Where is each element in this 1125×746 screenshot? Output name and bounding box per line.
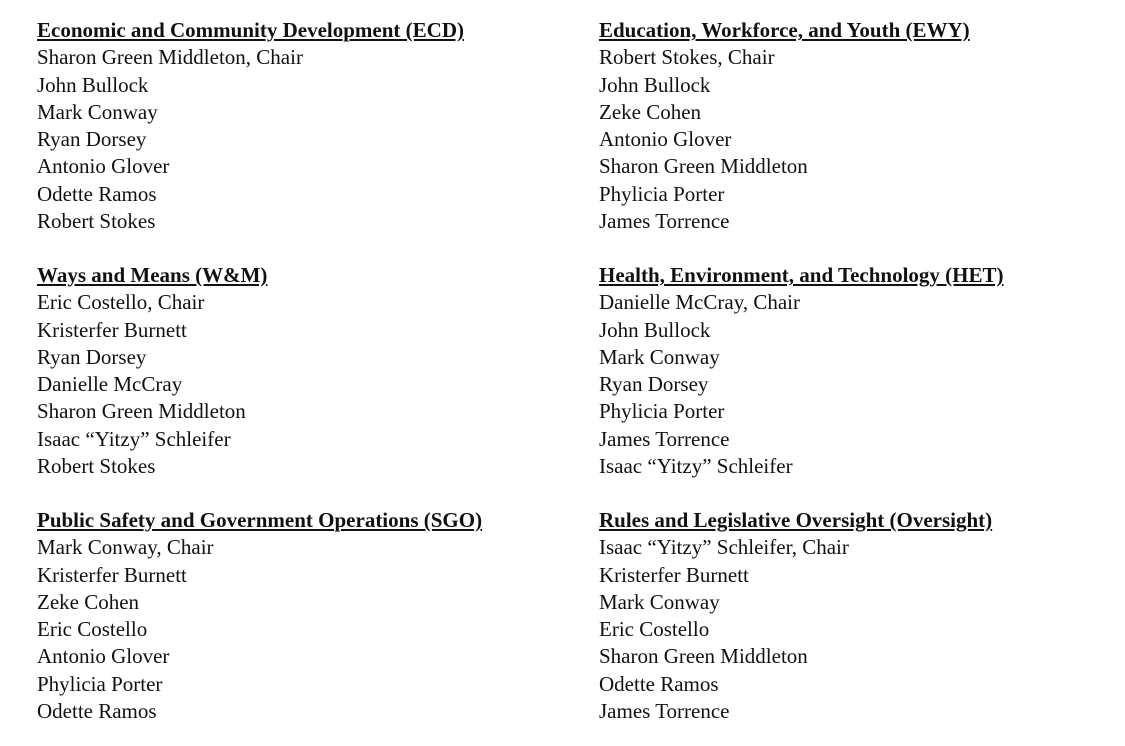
member: Zeke Cohen bbox=[37, 589, 140, 614]
member-list bbox=[37, 534, 577, 725]
member-chair: Sharon Green Middleton, Chair bbox=[37, 45, 303, 70]
member: Antonio Glover bbox=[37, 154, 170, 179]
member: Mark Conway bbox=[37, 99, 158, 124]
member: Danielle McCray bbox=[37, 372, 183, 397]
committee-title: Education, Workforce, and Youth (EWY) bbox=[599, 18, 970, 42]
committee-title: Rules and Legislative Oversight (Oversight) bbox=[599, 508, 993, 532]
committee-title: Economic and Community Development (ECD) bbox=[37, 18, 464, 42]
member: Antonio Glover bbox=[599, 127, 732, 152]
member: Phylicia Porter bbox=[37, 671, 163, 696]
member: Isaac “Yitzy” Schleifer bbox=[37, 426, 231, 451]
member: Robert Stokes bbox=[37, 209, 156, 234]
member: Eric Costello bbox=[599, 617, 710, 642]
member-chair: Isaac “Yitzy” Schleifer, Chair bbox=[599, 535, 849, 560]
member-chair: Robert Stokes, Chair bbox=[599, 45, 775, 70]
committee-title: Health, Environment, and Technology (HET) bbox=[599, 263, 1004, 287]
member: Mark Conway bbox=[599, 344, 720, 369]
member: John Bullock bbox=[599, 72, 711, 97]
member-list bbox=[37, 289, 577, 480]
member: Odette Ramos bbox=[37, 181, 157, 206]
committee-sgo bbox=[37, 507, 577, 725]
committee-wm bbox=[37, 262, 577, 480]
member: Kristerfer Burnett bbox=[37, 317, 187, 342]
member: Sharon Green Middleton bbox=[599, 154, 808, 179]
member: Odette Ramos bbox=[37, 699, 157, 724]
member-list bbox=[599, 44, 1125, 235]
member: Robert Stokes bbox=[37, 454, 156, 479]
committee-oversight bbox=[599, 507, 1125, 725]
member: Mark Conway bbox=[599, 589, 720, 614]
member: Sharon Green Middleton bbox=[37, 399, 246, 424]
member-chair: Eric Costello, Chair bbox=[37, 290, 205, 315]
member: Kristerfer Burnett bbox=[599, 562, 749, 587]
member: John Bullock bbox=[37, 72, 149, 97]
committee-ewy bbox=[599, 17, 1125, 235]
member: Odette Ramos bbox=[599, 671, 719, 696]
member: Sharon Green Middleton bbox=[599, 644, 808, 669]
member: Isaac “Yitzy” Schleifer bbox=[599, 454, 793, 479]
member: James Torrence bbox=[599, 426, 730, 451]
member: Phylicia Porter bbox=[599, 399, 725, 424]
member-chair: Mark Conway, Chair bbox=[37, 535, 214, 560]
member: Phylicia Porter bbox=[599, 181, 725, 206]
member: Kristerfer Burnett bbox=[37, 562, 187, 587]
member: James Torrence bbox=[599, 699, 730, 724]
member: Zeke Cohen bbox=[599, 99, 702, 124]
committee-het bbox=[599, 262, 1125, 480]
committee-ecd bbox=[37, 17, 577, 235]
member: Ryan Dorsey bbox=[37, 344, 147, 369]
member-list bbox=[599, 289, 1125, 480]
member-chair: Danielle McCray, Chair bbox=[599, 290, 800, 315]
member: Antonio Glover bbox=[37, 644, 170, 669]
member: John Bullock bbox=[599, 317, 711, 342]
committee-title: Ways and Means (W&M) bbox=[37, 263, 268, 287]
member: Ryan Dorsey bbox=[599, 372, 709, 397]
member-list bbox=[599, 534, 1125, 725]
member-list bbox=[37, 44, 577, 235]
member: Eric Costello bbox=[37, 617, 148, 642]
member: Ryan Dorsey bbox=[37, 127, 147, 152]
member: James Torrence bbox=[599, 209, 730, 234]
committee-title: Public Safety and Government Operations (SGO) bbox=[37, 508, 483, 532]
